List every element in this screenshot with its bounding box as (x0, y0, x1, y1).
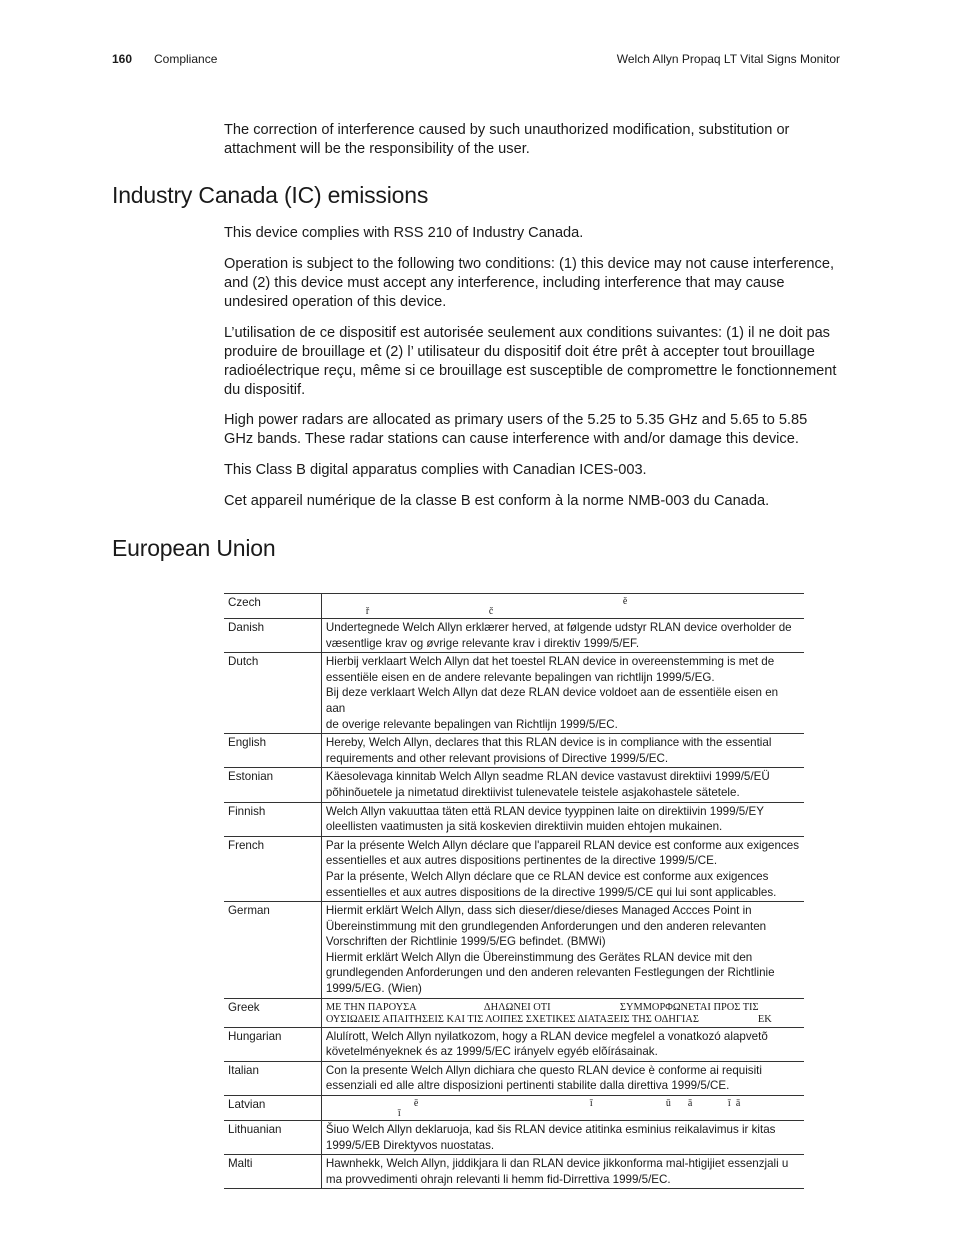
declaration-line: Hiermit erklärt Welch Allyn die Übereinstimmung des Gerätes RLAN device mit den (325, 950, 753, 964)
greek-fragment: ΣΥΜΜΟΡΦΩΝΕΤΑΙ ΠΡΟΣ ΤΙΣ (619, 1001, 759, 1013)
language-cell: Dutch (224, 653, 321, 734)
language-cell: Greek (224, 998, 321, 1027)
declaration-line: Undertegnede Welch Allyn erklærer herved, at følgende udstyr RLAN device overholder de (325, 621, 792, 634)
declaration-cell (321, 1061, 804, 1095)
declaration-line: Hereby, Welch Allyn, declares that this RLAN device is in compliance with the essential (325, 736, 772, 750)
declaration-line: essentiële eisen en de andere relevante bepalingen van richtlijn 1999/5/EG. (325, 670, 715, 684)
declaration-line: Par la présente, Welch Allyn déclare que ce RLAN device est conforme aux exigences (325, 869, 769, 883)
document-title: Welch Allyn Propaq LT Vital Signs Monitor (616, 52, 840, 66)
declaration-line: Con la presente Welch Allyn dichiara che questo RLAN device è conforme ai requisiti (325, 1063, 762, 1077)
declaration-cell (321, 619, 804, 653)
declaration-line: Käesolevaga kinnitab Welch Allyn seadme RLAN device vastavust direktiivi 1999/5/EÜ (325, 770, 770, 784)
intro-paragraph: The correction of interference caused by such unauthorized modification, substitution or attachment will be the responsibility of the user. (224, 122, 790, 157)
table-row-lithuanian (224, 1121, 804, 1155)
declaration-cell (321, 998, 804, 1027)
declaration-line: grundlegenden Anforderungen und den anderen relevanten Festlegungen der Richtlinie (325, 966, 775, 980)
table-row-czech (224, 594, 804, 619)
language-cell: English (224, 734, 321, 768)
declaration-line: Par la présente Welch Allyn déclare que l'appareil RLAN device est conforme aux exigences (325, 838, 799, 852)
table-row-latvian (224, 1096, 804, 1121)
latvian-fragment: ī (589, 1098, 593, 1110)
declaration-line: essenziali ed alle altre disposizioni pertinenti stabilite dalla direttiva 1999/5/CE. (325, 1079, 730, 1093)
declaration-line: Hiermit erklärt Welch Allyn, dass sich dieser/diese/dieses Managed Accces Point in (325, 904, 752, 918)
declaration-line: requirements and other relevant provisions of Directive 1999/5/EC. (325, 751, 669, 765)
language-cell: Italian (224, 1061, 321, 1095)
table-row-greek (224, 998, 804, 1027)
declaration-cell (321, 653, 804, 734)
greek-fragment: ΜΕ ΤΗΝ ΠΑΡΟΥΣΑ (325, 1001, 417, 1013)
ic-heading: Industry Canada (IC) emissions (112, 182, 429, 208)
declaration-cell (321, 734, 804, 768)
declaration-line: Bij deze verklaart Welch Allyn dat deze RLAN device voldoet aan de essentiële eisen en aan (325, 686, 779, 715)
czech-fragment: ř (365, 606, 370, 617)
declaration-line: követelményeknek és az 1999/5/EC irányelv egyéb elõírásainak. (325, 1045, 658, 1059)
table-row-danish (224, 619, 804, 653)
ic-paragraph-2: Operation is subject to the following two conditions: (1) this device may not cause interference, and (2) this device must accept any interference, including interference that may cause undesired operation of this device. (224, 256, 835, 310)
page-number: 160 (112, 52, 133, 66)
table-row-malti (224, 1155, 804, 1189)
table-row-french (224, 836, 804, 901)
language-cell: Lithuanian (224, 1121, 321, 1155)
declaration-line: oleellisten vaatimusten ja sitä koskevien direktiivin muiden ehtojen mukainen. (325, 820, 723, 834)
declaration-line: essentielles et aux autres dispositions pertinentes de la directive 1999/5/CE. (325, 854, 718, 868)
declaration-line: 1999/5/EG. (Wien) (325, 982, 422, 996)
declaration-cell (321, 1121, 804, 1155)
latvian-fragment: ī (727, 1098, 731, 1110)
declaration-line: Hierbij verklaart Welch Allyn dat het toestel RLAN device in overeenstemming is met de (325, 655, 775, 669)
language-cell: Estonian (224, 768, 321, 802)
declaration-line: Übereinstimmung mit den grundlegenden Anforderungen und den anderen relevanten (325, 919, 767, 933)
ic-paragraph-1: This device complies with RSS 210 of Industry Canada. (224, 225, 584, 241)
table-row-hungarian (224, 1027, 804, 1061)
declaration-line: Welch Allyn vakuuttaa täten että RLAN device tyyppinen laite on direktiivin 1999/5/EY (325, 804, 764, 818)
declaration-cell (321, 836, 804, 901)
declaration-line: ma provvedimenti ohrajn relevanti li hemm fid-Dirrettiva 1999/5/EC. (325, 1172, 671, 1186)
language-cell: French (224, 836, 321, 901)
table-row-dutch (224, 653, 804, 734)
declaration-line: væsentlige krav og øvrige relevante krav i direktiv 1999/5/EF. (325, 636, 640, 650)
declaration-line: essentielles et aux autres dispositions de la directive 1999/5/CE qui lui sont applicables. (325, 885, 777, 899)
declaration-line: Alulírott, Welch Allyn nyilatkozom, hogy a RLAN device megfelel a vonatkozó alapvetõ (325, 1029, 768, 1043)
declaration-line: de overige relevante bepalingen van Richtlijn 1999/5/EC. (325, 717, 618, 731)
ic-paragraph-6: Cet appareil numérique de la classe B est conform à la norme NMB-003 du Canada. (224, 493, 770, 509)
declaration-line: Hawnhekk, Welch Allyn, jiddikjara li dan RLAN device jikkonforma mal-htigijiet essenzjali u (325, 1157, 789, 1171)
ic-paragraph-5: This Class B digital apparatus complies with Canadian ICES-003. (224, 462, 647, 478)
table-row-english (224, 734, 804, 768)
declaration-cell (321, 902, 804, 999)
table-row-german (224, 902, 804, 999)
language-cell: Malti (224, 1155, 321, 1189)
declaration-line: 1999/5/EB Direktyvos nuostatas. (325, 1138, 495, 1152)
declaration-cell (321, 594, 804, 619)
table-row-italian (224, 1061, 804, 1095)
greek-fragment: ΕΚ (757, 1013, 772, 1025)
declaration-cell (321, 1155, 804, 1189)
declaration-line: Vorschriften der Richtlinie 1999/5/EG befindet. (BMWi) (325, 935, 606, 949)
greek-fragment: ΔΗΛΩΝΕΙ ΟΤΙ (483, 1001, 551, 1013)
table-row-estonian (224, 768, 804, 802)
czech-fragment: č (488, 606, 494, 617)
latvian-fragment: ē (413, 1098, 419, 1110)
latvian-fragment: ā (687, 1098, 693, 1110)
latvian-fragment: ī (397, 1108, 401, 1120)
language-cell: German (224, 902, 321, 999)
declaration-line: põhinõuetele ja nimetatud direktiivist tulenevatele teistele asjakohastele sätetele. (325, 785, 740, 799)
page-header (0, 52, 954, 72)
declaration-cell (321, 768, 804, 802)
language-cell: Latvian (224, 1096, 321, 1121)
ic-paragraph-4: High power radars are allocated as primary users of the 5.25 to 5.35 GHz and 5.65 to 5.85 GHz bands. These radar stations can cause interference with and/or damage this device. (224, 412, 808, 447)
ic-paragraph-3: L’utilisation de ce dispositif est autorisée seulement aux conditions suivantes: (1) il ne doit pas produire de brouillage et (2) l’ utilisateur du dispositif doit étre prêt à accepter tout brouillage radioélectrique reçu, même si ce brouillage est susceptible de compromettre le fonctionnement du dispositif. (224, 325, 837, 398)
czech-fragment: ě (622, 596, 628, 607)
declaration-line: Šiuo Welch Allyn deklaruoja, kad šis RLAN device atitinka esminius reikalavimus ir kitas (325, 1123, 776, 1137)
section-name: Compliance (154, 52, 218, 66)
language-cell: Danish (224, 619, 321, 653)
table-row-finnish (224, 802, 804, 836)
eu-declarations-table (224, 593, 804, 1189)
declaration-cell (321, 1096, 804, 1121)
eu-heading: European Union (112, 535, 276, 561)
latvian-fragment: ā (735, 1098, 741, 1110)
language-cell: Hungarian (224, 1027, 321, 1061)
greek-fragment: ΟΥΣΙΩΔΕΙΣ ΑΠΑΙΤΗΣΕΙΣ ΚΑΙ ΤΙΣ ΛΟΙΠΕΣ ΣΧΕΤΙΚΕΣ ΔΙΑΤΑΞΕΙΣ ΤΗΣ ΟΔΗΓΙΑΣ (325, 1013, 699, 1025)
latvian-fragment: ū (665, 1098, 671, 1110)
declaration-cell (321, 802, 804, 836)
declaration-cell (321, 1027, 804, 1061)
language-cell: Czech (224, 594, 321, 619)
language-cell: Finnish (224, 802, 321, 836)
